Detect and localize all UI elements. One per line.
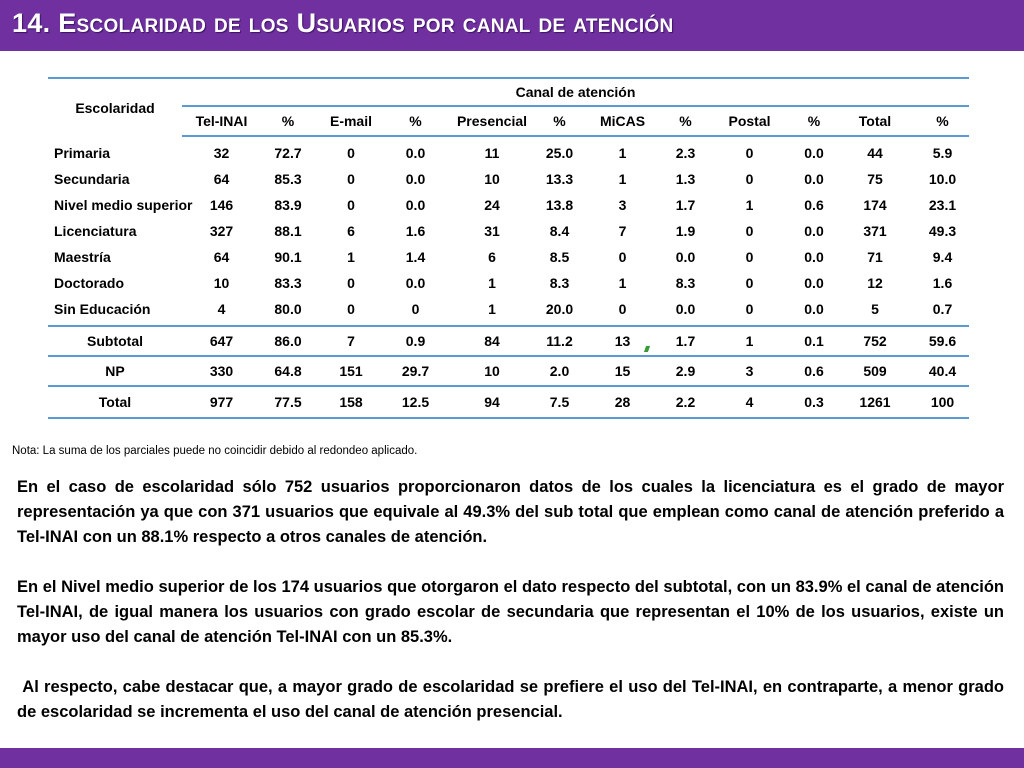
table-cell: 0.0 xyxy=(405,275,426,291)
table-cell: 0 xyxy=(745,171,754,187)
table-row xyxy=(48,270,969,296)
table-cell: 0.0 xyxy=(804,275,824,291)
table-cell: 1.7 xyxy=(675,197,696,213)
title-bar xyxy=(0,0,1024,51)
table-cell: 0.0 xyxy=(405,197,426,213)
table-cell: 0.0 xyxy=(675,301,696,317)
table-cell: 6 xyxy=(488,249,496,265)
table-cell: 84 xyxy=(444,326,540,356)
table-cell: 0.0 xyxy=(804,171,824,187)
table-cell: 2.9 xyxy=(666,356,705,386)
column-header: Presencial xyxy=(444,106,540,136)
table-cell: 371 xyxy=(863,223,887,239)
table-cell: 64 xyxy=(213,171,230,187)
row-label: Nivel medio superior xyxy=(54,197,193,213)
table-cell: 28 xyxy=(579,386,666,418)
education-by-channel-table xyxy=(48,77,969,419)
row-label: NP xyxy=(48,356,182,386)
table-cell: 5 xyxy=(871,301,879,317)
table-cell: 4 xyxy=(217,301,226,317)
column-header: % xyxy=(666,106,705,136)
table-cell: 0 xyxy=(745,301,754,317)
table-cell: 327 xyxy=(209,223,234,239)
table-cell: 174 xyxy=(863,197,887,213)
table-cell: 71 xyxy=(867,249,883,265)
table-cell: 13.3 xyxy=(545,171,574,187)
table-cell: 8.4 xyxy=(549,223,570,239)
table-cell: 1 xyxy=(618,171,627,187)
table-cell: 86.0 xyxy=(261,326,315,356)
paragraph: Al respecto, cabe destacar que, a mayor grado de escolaridad se prefiere el uso del Tel-INAI, en contraparte, a menor grado de escolaridad se incrementa el uso del canal de atención presencial. xyxy=(17,678,1009,721)
table-cell: 64.8 xyxy=(261,356,315,386)
table-cell: 12.5 xyxy=(387,386,444,418)
row-label: Doctorado xyxy=(54,275,124,291)
table-cell: 1 xyxy=(705,326,794,356)
table-cell: 2.2 xyxy=(666,386,705,418)
table-cell: 11.2 xyxy=(540,326,579,356)
table-cell: 0.0 xyxy=(804,301,824,317)
column-header: % xyxy=(794,106,834,136)
column-header: % xyxy=(916,106,969,136)
table-row xyxy=(48,166,969,192)
row-label: Maestría xyxy=(54,249,111,265)
table-row xyxy=(48,244,969,270)
table-cell: 0.6 xyxy=(804,197,824,213)
table-row xyxy=(48,218,969,244)
table-cell: 72.7 xyxy=(274,145,302,161)
table-cell: 13 xyxy=(579,326,666,356)
table-cell: 88.1 xyxy=(274,223,302,239)
column-header: % xyxy=(261,106,315,136)
bottom-bar xyxy=(0,748,1024,768)
table-cell: 7 xyxy=(618,223,627,239)
table-row xyxy=(48,140,969,166)
table-cell: 10 xyxy=(213,275,230,291)
education-table-container xyxy=(48,77,969,419)
table-cell: 85.3 xyxy=(274,171,302,187)
table-cell: 8.3 xyxy=(675,275,696,291)
table-cell: 1.7 xyxy=(666,326,705,356)
table-cell: 24 xyxy=(484,197,500,213)
total-row xyxy=(48,386,969,418)
table-cell: 0 xyxy=(745,145,754,161)
table-cell: 9.4 xyxy=(932,249,953,265)
table-cell: 1 xyxy=(488,275,496,291)
footnote: Nota: La suma de los parciales puede no coincidir debido al redondeo aplicado. xyxy=(12,445,418,457)
table-cell: 0.9 xyxy=(387,326,444,356)
table-cell: 2.0 xyxy=(540,356,579,386)
table-cell: 0.7 xyxy=(932,301,953,317)
table-cell: 49.3 xyxy=(928,223,957,239)
table-cell: 0 xyxy=(347,145,355,161)
row-label: Sin Educación xyxy=(54,301,151,317)
column-header: Total xyxy=(834,106,916,136)
table-cell: 1.6 xyxy=(405,223,426,239)
np-row xyxy=(48,356,969,386)
table-cell: 158 xyxy=(315,386,387,418)
table-cell: 20.0 xyxy=(545,301,574,317)
table-cell: 1 xyxy=(618,275,627,291)
row-label: Subtotal xyxy=(48,326,182,356)
table-cell: 83.3 xyxy=(274,275,302,291)
row-label: Licenciatura xyxy=(54,223,137,239)
table-cell: 0.0 xyxy=(804,145,824,161)
table-cell: 94 xyxy=(444,386,540,418)
row-label: Secundaria xyxy=(54,171,130,187)
table-cell: 0.0 xyxy=(405,145,426,161)
table-cell: 59.6 xyxy=(916,326,969,356)
row-label: Total xyxy=(48,386,182,418)
row-label: Primaria xyxy=(54,145,111,161)
table-cell: 8.3 xyxy=(549,275,570,291)
table-cell: 330 xyxy=(182,356,261,386)
table-cell: 100 xyxy=(916,386,969,418)
table-cell: 3 xyxy=(618,197,627,213)
table-cell: 0 xyxy=(618,249,627,265)
table-cell: 5.9 xyxy=(932,145,953,161)
table-cell: 77.5 xyxy=(261,386,315,418)
table-cell: 15 xyxy=(579,356,666,386)
table-cell: 7.5 xyxy=(540,386,579,418)
table-cell: 0.0 xyxy=(405,171,426,187)
table-cell: 32 xyxy=(213,145,230,161)
table-cell: 0 xyxy=(347,275,355,291)
table-cell: 1 xyxy=(618,145,627,161)
column-header: MiCAS xyxy=(579,106,666,136)
table-cell: 1.9 xyxy=(675,223,696,239)
table-cell: 0.0 xyxy=(675,249,696,265)
table-cell: 0 xyxy=(745,275,754,291)
table-cell: 8.5 xyxy=(549,249,570,265)
subtotal-row xyxy=(48,326,969,356)
table-cell: 1 xyxy=(347,249,355,265)
table-cell: 44 xyxy=(867,145,883,161)
column-header: % xyxy=(387,106,444,136)
table-cell: 64 xyxy=(213,249,230,265)
table-cell: 146 xyxy=(209,197,234,213)
table-cell: 151 xyxy=(315,356,387,386)
table-row xyxy=(48,192,969,218)
table-cell: 1261 xyxy=(834,386,916,418)
table-cell: 83.9 xyxy=(274,197,302,213)
header-canal-de-atencion: Canal de atención xyxy=(182,78,969,106)
table-cell: 10 xyxy=(484,171,500,187)
table-cell: 1.6 xyxy=(932,275,953,291)
table-cell: 4 xyxy=(705,386,794,418)
table-row xyxy=(48,296,969,322)
table-cell: 12 xyxy=(867,275,883,291)
table-cell: 25.0 xyxy=(545,145,574,161)
column-header: Postal xyxy=(705,106,794,136)
table-cell: 2.3 xyxy=(675,145,696,161)
paragraph: En el caso de escolaridad sólo 752 usuarios proporcionaron datos de los cuales la licenciatura es el grado de mayor representación ya que con 371 usuarios que equivale al 49.3% del sub total que emplean como canal de atención preferido a Tel-INAI con un 88.1% respecto a otros canales de atención. xyxy=(17,478,1004,546)
table-cell: 0 xyxy=(347,171,355,187)
table-cell: 0 xyxy=(745,249,754,265)
table-cell: 1.3 xyxy=(675,171,696,187)
table-cell: 0 xyxy=(347,301,355,317)
table-cell: 1.4 xyxy=(405,249,426,265)
table-cell: 977 xyxy=(182,386,261,418)
table-cell: 647 xyxy=(182,326,261,356)
table-cell: 75 xyxy=(867,171,883,187)
table-cell: 752 xyxy=(834,326,916,356)
table-cell: 90.1 xyxy=(274,249,302,265)
table-cell: 0 xyxy=(347,197,355,213)
table-cell: 10 xyxy=(444,356,540,386)
table-cell: 0 xyxy=(411,301,420,317)
table-cell: 29.7 xyxy=(387,356,444,386)
column-header: E-mail xyxy=(315,106,387,136)
table-cell: 0 xyxy=(745,223,754,239)
table-cell: 1 xyxy=(488,301,496,317)
table-cell: 31 xyxy=(484,223,500,239)
table-cell: 1 xyxy=(745,197,754,213)
column-header: % xyxy=(540,106,579,136)
table-cell: 509 xyxy=(834,356,916,386)
table-cell: 3 xyxy=(705,356,794,386)
slide-title: 14. Escolaridad de los Usuarios por canal de atención xyxy=(12,8,674,38)
table-cell: 0.1 xyxy=(794,326,834,356)
header-escolaridad: Escolaridad xyxy=(75,99,155,116)
table-cell: 0.6 xyxy=(794,356,834,386)
table-cell: 0.0 xyxy=(804,223,824,239)
table-cell: 80.0 xyxy=(274,301,302,317)
table-cell: 40.4 xyxy=(916,356,969,386)
table-cell: 13.8 xyxy=(545,197,574,213)
table-cell: 0.0 xyxy=(804,249,824,265)
table-cell: 6 xyxy=(347,223,355,239)
column-header: Tel-INAI xyxy=(182,106,261,136)
table-cell: 11 xyxy=(484,145,500,161)
paragraph: En el Nivel medio superior de los 174 usuarios que otorgaron el dato respecto del subtotal, con un 83.9% el canal de atención Tel-INAI, de igual manera los usuarios con grado escolar de secundaria que representan el 10% de los usuarios, existe un mayor uso del canal de atención Tel-INAI con un 85.3%. xyxy=(17,578,1004,646)
body-text xyxy=(17,475,1009,750)
table-cell: 0 xyxy=(618,301,627,317)
table-cell: 10.0 xyxy=(928,171,957,187)
table-cell: 7 xyxy=(315,326,387,356)
table-cell: 0.3 xyxy=(794,386,834,418)
table-cell: 23.1 xyxy=(928,197,957,213)
